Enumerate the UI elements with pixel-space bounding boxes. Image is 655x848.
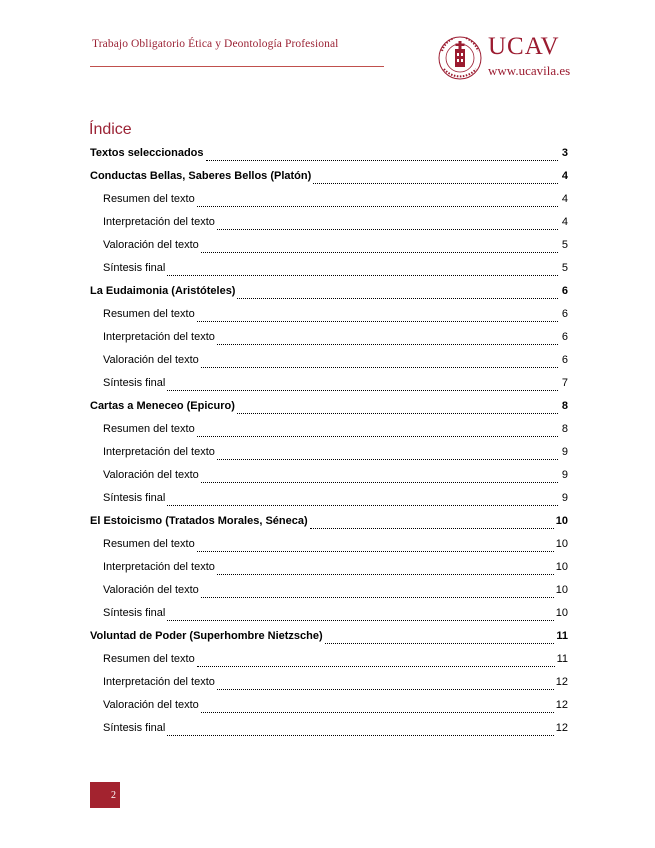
toc-subsection-entry[interactable]: [90, 372, 568, 395]
toc-subsection-entry[interactable]: [90, 418, 568, 441]
toc-leader-dots: [167, 382, 558, 391]
toc-entry-label: Valoración del texto: [103, 584, 199, 596]
toc-leader-dots: [197, 428, 558, 437]
toc-leader-dots: [217, 681, 554, 690]
toc-leader-dots: [201, 704, 554, 713]
toc-entry-label: Resumen del texto: [103, 308, 195, 320]
toc-subsection-entry[interactable]: [90, 234, 568, 257]
toc-entry-page: 12: [555, 676, 568, 688]
toc-subsection-entry[interactable]: [90, 303, 568, 326]
toc-section-entry[interactable]: [90, 625, 568, 648]
logo-url: www.ucavila.es: [488, 63, 571, 78]
toc-leader-dots: [325, 635, 555, 644]
university-seal-icon: [436, 33, 484, 83]
toc-leader-dots: [197, 198, 558, 207]
toc-entry-page: 10: [555, 561, 568, 573]
toc-leader-dots: [167, 267, 558, 276]
toc-entry-label: Resumen del texto: [103, 193, 195, 205]
toc-entry-page: 7: [561, 377, 568, 389]
toc-entry-label: Valoración del texto: [103, 469, 199, 481]
toc-subsection-entry[interactable]: [90, 464, 568, 487]
toc-entry-page: 6: [561, 308, 568, 320]
toc-entry-label: Conductas Bellas, Saberes Bellos (Platón): [90, 170, 312, 182]
toc-entry-label: Resumen del texto: [103, 538, 195, 550]
toc-entry-page: 4: [561, 216, 568, 228]
toc-subsection-entry[interactable]: [90, 579, 568, 602]
toc-leader-dots: [217, 221, 558, 230]
toc-entry-page: 5: [561, 262, 568, 274]
toc-entry-page: 6: [561, 331, 568, 343]
toc-entry-label: Síntesis final: [103, 492, 166, 504]
toc-entry-label: Voluntad de Poder (Superhombre Nietzsche): [90, 630, 323, 642]
toc-entry-page: 8: [561, 400, 568, 412]
toc-entry-page: 9: [561, 492, 568, 504]
toc-entry-label: Síntesis final: [103, 722, 166, 734]
toc-entry-page: 9: [561, 446, 568, 458]
table-of-contents: [90, 142, 568, 740]
toc-section-entry[interactable]: [90, 395, 568, 418]
toc-leader-dots: [201, 474, 558, 483]
toc-entry-label: Síntesis final: [103, 377, 166, 389]
toc-entry-page: 4: [561, 193, 568, 205]
toc-subsection-entry[interactable]: [90, 211, 568, 234]
toc-subsection-entry[interactable]: [90, 326, 568, 349]
toc-entry-page: 10: [555, 607, 568, 619]
toc-entry-label: Interpretación del texto: [103, 216, 215, 228]
toc-leader-dots: [206, 152, 558, 161]
toc-entry-page: 12: [555, 699, 568, 711]
toc-leader-dots: [237, 290, 558, 299]
header-divider: [90, 66, 384, 67]
toc-entry-page: 9: [561, 469, 568, 481]
toc-entry-label: Cartas a Meneceo (Epicuro): [90, 400, 235, 412]
toc-entry-label: Resumen del texto: [103, 423, 195, 435]
toc-leader-dots: [217, 336, 558, 345]
toc-leader-dots: [197, 313, 558, 322]
ucav-logo: [436, 33, 571, 83]
toc-entry-page: 10: [555, 515, 568, 527]
toc-entry-label: Valoración del texto: [103, 239, 199, 251]
toc-subsection-entry[interactable]: [90, 349, 568, 372]
toc-subsection-entry[interactable]: [90, 694, 568, 717]
toc-entry-page: 4: [561, 170, 568, 182]
toc-entry-label: Síntesis final: [103, 607, 166, 619]
toc-entry-page: 12: [555, 722, 568, 734]
toc-leader-dots: [201, 359, 558, 368]
toc-section-entry[interactable]: [90, 165, 568, 188]
toc-entry-page: 6: [561, 285, 568, 297]
toc-leader-dots: [201, 589, 554, 598]
toc-entry-page: 6: [561, 354, 568, 366]
toc-entry-label: Interpretación del texto: [103, 676, 215, 688]
toc-leader-dots: [237, 405, 558, 414]
toc-entry-label: Interpretación del texto: [103, 446, 215, 458]
toc-entry-page: 11: [556, 630, 568, 642]
toc-leader-dots: [167, 612, 553, 621]
page-number-badge: 2: [90, 782, 120, 808]
toc-leader-dots: [217, 566, 554, 575]
header-title: Trabajo Obligatorio Ética y Deontología Profesional: [92, 38, 339, 50]
toc-leader-dots: [197, 658, 555, 667]
toc-leader-dots: [197, 543, 554, 552]
toc-subsection-entry[interactable]: [90, 717, 568, 740]
toc-entry-page: 5: [561, 239, 568, 251]
toc-entry-page: 10: [555, 584, 568, 596]
toc-entry-page: 11: [556, 653, 568, 665]
toc-subsection-entry[interactable]: [90, 556, 568, 579]
toc-entry-label: Resumen del texto: [103, 653, 195, 665]
toc-entry-label: Valoración del texto: [103, 354, 199, 366]
toc-entry-page: 3: [561, 147, 568, 159]
toc-entry-label: Textos seleccionados: [90, 147, 204, 159]
toc-entry-label: El Estoicismo (Tratados Morales, Séneca): [90, 515, 308, 527]
toc-heading: Índice: [89, 121, 132, 138]
toc-subsection-entry[interactable]: [90, 648, 568, 671]
toc-subsection-entry[interactable]: [90, 671, 568, 694]
toc-entry-label: Interpretación del texto: [103, 561, 215, 573]
toc-leader-dots: [217, 451, 558, 460]
toc-section-entry[interactable]: [90, 142, 568, 165]
toc-entry-page: 8: [561, 423, 568, 435]
toc-section-entry[interactable]: [90, 510, 568, 533]
toc-subsection-entry[interactable]: [90, 602, 568, 625]
toc-entry-label: La Eudaimonia (Aristóteles): [90, 285, 236, 297]
toc-entry-label: Valoración del texto: [103, 699, 199, 711]
toc-leader-dots: [313, 175, 558, 184]
toc-subsection-entry[interactable]: [90, 533, 568, 556]
toc-subsection-entry[interactable]: [90, 441, 568, 464]
toc-leader-dots: [201, 244, 558, 253]
toc-subsection-entry[interactable]: [90, 487, 568, 510]
toc-subsection-entry[interactable]: [90, 188, 568, 211]
toc-entry-label: Interpretación del texto: [103, 331, 215, 343]
toc-subsection-entry[interactable]: [90, 257, 568, 280]
toc-entry-page: 10: [555, 538, 568, 550]
toc-leader-dots: [310, 520, 554, 529]
toc-section-entry[interactable]: [90, 280, 568, 303]
toc-leader-dots: [167, 497, 558, 506]
toc-entry-label: Síntesis final: [103, 262, 166, 274]
logo-name: UCAV: [488, 33, 560, 60]
toc-leader-dots: [167, 727, 553, 736]
